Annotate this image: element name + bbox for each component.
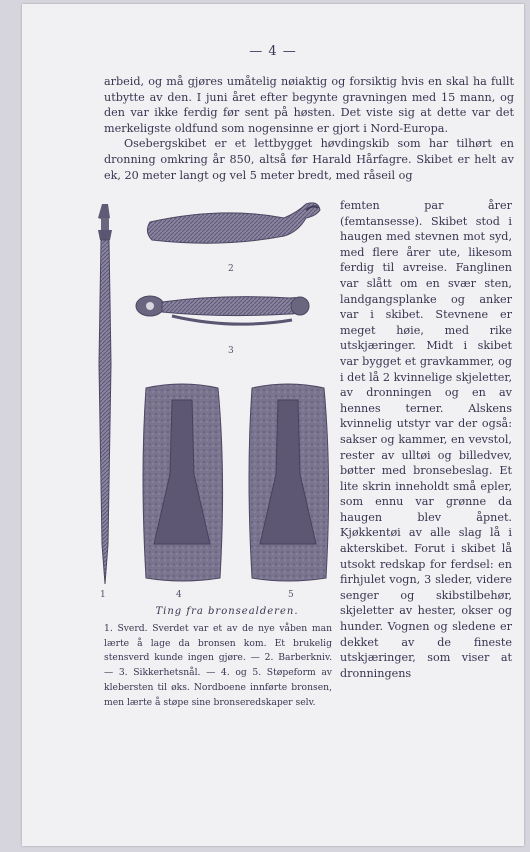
paragraph-1: arbeid, og må gjøres umåtelig nøiaktig og forsiktig hvis en skal ha fullt utbytte av den. I juni året efter begynte gravningen med 15 mann, og den var ikke ferdig før sent på høsten. Det viste sig at dette var det merkeligste oldfund som nogensinne er gjort i Nord-Europa. bbox=[104, 75, 514, 135]
razor-knife-image bbox=[147, 203, 320, 243]
figure-label-3: 3 bbox=[228, 346, 234, 356]
paragraph-2: Osebergskibet er et lettbygget høvdingskib som har tilhørt en dronning omkring år 850, altså før Harald Hårfagre. Skibet er helt av ek, 20 meter langt og vel 5 meter bredt, med råseil og bbox=[104, 137, 514, 182]
figure-label-4: 4 bbox=[176, 590, 182, 600]
sword-image bbox=[98, 204, 112, 584]
bronze-age-artifacts-illustration bbox=[22, 4, 524, 846]
figure-caption-title: Ting fra bronsealderen. bbox=[155, 606, 299, 617]
book-page bbox=[22, 4, 524, 846]
figure-label-5: 5 bbox=[288, 590, 294, 600]
stone-mould-5-image bbox=[249, 384, 329, 581]
figure-label-1: 1 bbox=[100, 590, 106, 600]
body-text-right-column: femten par årer (femtansesse). Skibet stod i haugen med stevnen mot syd, med flere årer ute, likesom ferdig til avreise. Fanglinen var slått om en svær sten, landgangsplanke og anker var i skibet. Stevnene er meget høie, med rike utskjæringer. Midt i skibet var bygget et gravkammer, og i det lå 2 kvinnelige skjeletter, av dronningen og en av hennes terner. Alskens kvinnelig utstyr var der også: sakser og kammer, en vevstol, rester av ulltøi og billedvev, bøtter med bronsebeslag. Et lite skrin inneholdt små epler, som ennu var grønne da haugen blev åpnet. Kjøkkentøi av alle slag lå i akterskibet. Forut i skibet lå utsokt redskap for ferdsel: en firhjulet vogn, 3 sleder, videre senger og skibstilbehør, skjeletter av hester, okser og hunder. Vognen og sledene er dekket av de fineste utskjæringer, som viser at dronningens bbox=[340, 199, 512, 680]
safety-pin-image bbox=[136, 296, 309, 324]
figure-caption-text: 1. Sverd. Sverdet var et av de nye våben man lærte å lage da bronsen kom. Et brukelig stensverd kunde ingen gjøre. — 2. Barberkniv. — 3. Sikkerhetsnål. — 4. og 5. Støpeform av klebersten til øks. Nordboene innførte bronsen, men lærte å støpe sine bronseredskaper selv. bbox=[104, 623, 332, 708]
stone-mould-4-image bbox=[143, 384, 223, 581]
page-number: — 4 — bbox=[249, 44, 297, 59]
figure-label-2: 2 bbox=[228, 264, 234, 274]
